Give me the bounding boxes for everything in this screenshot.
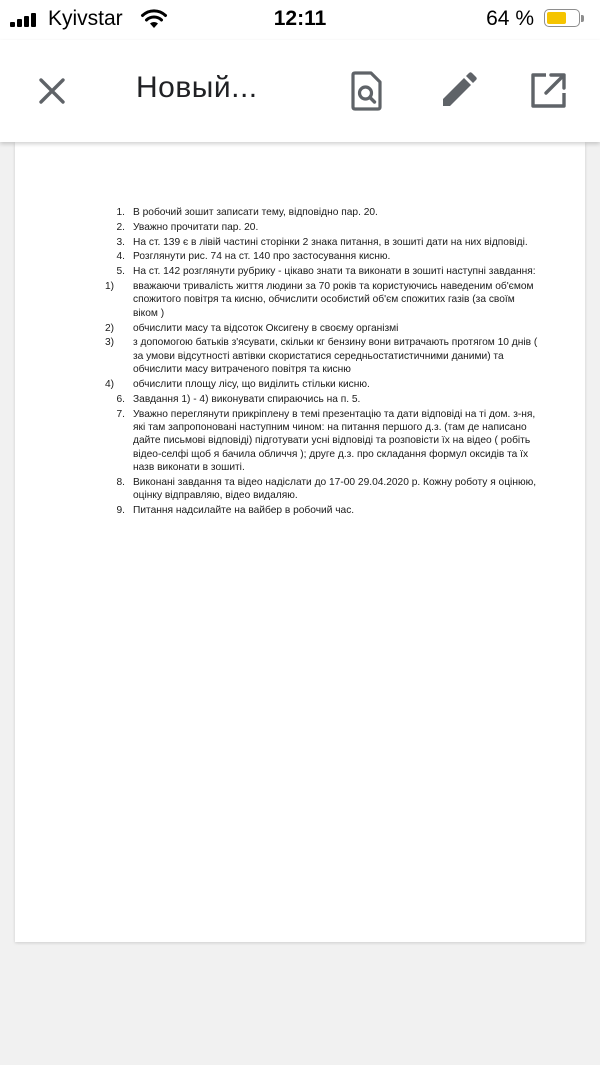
document-list-item bbox=[105, 408, 540, 475]
list-item-number: 7. bbox=[116, 408, 125, 420]
list-item-text: Уважно переглянути прикріплену в темі презентацію та дати відповіді на ті дом. з-ня, які там запропоновані наступним чином: на питання першого д.з. (там де написано дайте письмові відповіді) підготувати усні відповіді та розповісти їх на відео ( робіть відео-селфі щоб я бачила обличчя ); друге д.з. про складання формул оксидів та їх назв виконати в зошиті. bbox=[133, 408, 536, 474]
list-item-text: Уважно прочитати пар. 20. bbox=[133, 221, 259, 233]
document-list-item bbox=[105, 250, 540, 263]
document-list-item bbox=[105, 236, 540, 249]
list-item-number: 8. bbox=[116, 477, 125, 489]
document-list-item bbox=[105, 504, 540, 517]
list-item-number: 2. bbox=[116, 221, 125, 233]
close-button[interactable] bbox=[28, 67, 76, 115]
list-item-text: Виконані завдання та відео надіслати до 17-00 29.04.2020 р. Кожну роботу я оцінюю, оцінку відправляю, відео видаляю. bbox=[133, 477, 537, 502]
list-item-text: На ст. 142 розглянути рубрику - цікаво знати та виконати в зошиті наступні завдання: bbox=[133, 266, 536, 278]
list-item-text: вважаючи тривалість життя людини за 70 років та користуючись наведеним об'ємом спожитого повітря та кисню, обчислити особистий об'єм спожитих газів (за своїм віком ) bbox=[133, 280, 534, 319]
document-title: Новый... bbox=[136, 71, 258, 104]
document-viewer[interactable] bbox=[0, 142, 600, 1065]
document-list-item bbox=[105, 280, 540, 320]
list-item-number: 1) bbox=[105, 280, 115, 292]
document-body bbox=[105, 206, 540, 519]
clock: 12:11 bbox=[273, 7, 327, 30]
document-list-item bbox=[105, 221, 540, 234]
close-icon bbox=[28, 67, 76, 115]
open-in-new-icon bbox=[524, 67, 572, 115]
app-bar bbox=[0, 40, 600, 142]
document-list-item bbox=[105, 378, 540, 391]
document-list-item bbox=[105, 393, 540, 406]
list-item-text: Питання надсилайте на вайбер в робочий час. bbox=[133, 505, 355, 517]
open-externally-button[interactable] bbox=[524, 67, 572, 115]
edit-button[interactable] bbox=[434, 67, 482, 115]
list-item-number: 3) bbox=[105, 337, 115, 349]
document-list-item bbox=[105, 322, 540, 335]
document-list-item bbox=[105, 265, 540, 278]
document-search-icon bbox=[343, 67, 391, 115]
list-item-number: 2) bbox=[105, 322, 115, 334]
battery-level-fill bbox=[547, 12, 566, 24]
list-item-text: обчислити площу лісу, що виділить стільки кисню. bbox=[133, 379, 370, 390]
list-item-number: 5. bbox=[116, 266, 125, 278]
list-item-number: 1. bbox=[116, 207, 125, 218]
list-item-text: Завдання 1) - 4) виконувати спираючись на п. 5. bbox=[133, 393, 361, 405]
list-item-number: 6. bbox=[116, 393, 125, 405]
list-item-number: 4) bbox=[105, 379, 115, 390]
list-item-text: обчислити масу та відсоток Оксигену в своєму організмі bbox=[133, 322, 399, 334]
document-list-item bbox=[105, 476, 540, 503]
battery-percent: 64 % bbox=[486, 7, 534, 30]
document-list-item bbox=[105, 336, 540, 376]
status-bar bbox=[0, 0, 600, 40]
list-item-number: 9. bbox=[116, 505, 125, 517]
pencil-icon bbox=[434, 67, 482, 115]
battery-icon bbox=[544, 9, 586, 29]
document-page[interactable] bbox=[15, 142, 585, 942]
list-item-number: 3. bbox=[116, 236, 125, 248]
document-list-item bbox=[105, 206, 540, 219]
list-item-text: з допомогою батьків з'ясувати, скільки кг бензину вони витрачають протягом 10 днів ( за умови відсутності автівки скористатися середньостатистичними даними) та обчислити масу витраченого повітря та кисню bbox=[133, 337, 538, 376]
carrier-name: Kyivstar bbox=[48, 7, 123, 30]
list-item-number: 4. bbox=[116, 251, 125, 263]
list-item-text: На ст. 139 є в лівій частині сторінки 2 знака питання, в зошиті дати на них відповіді. bbox=[133, 236, 528, 248]
list-item-text: Розглянути рис. 74 на ст. 140 про застосування кисню. bbox=[133, 251, 391, 263]
list-item-text: В робочий зошит записати тему, відповідно пар. 20. bbox=[133, 207, 378, 218]
find-in-document-button[interactable] bbox=[343, 67, 391, 115]
